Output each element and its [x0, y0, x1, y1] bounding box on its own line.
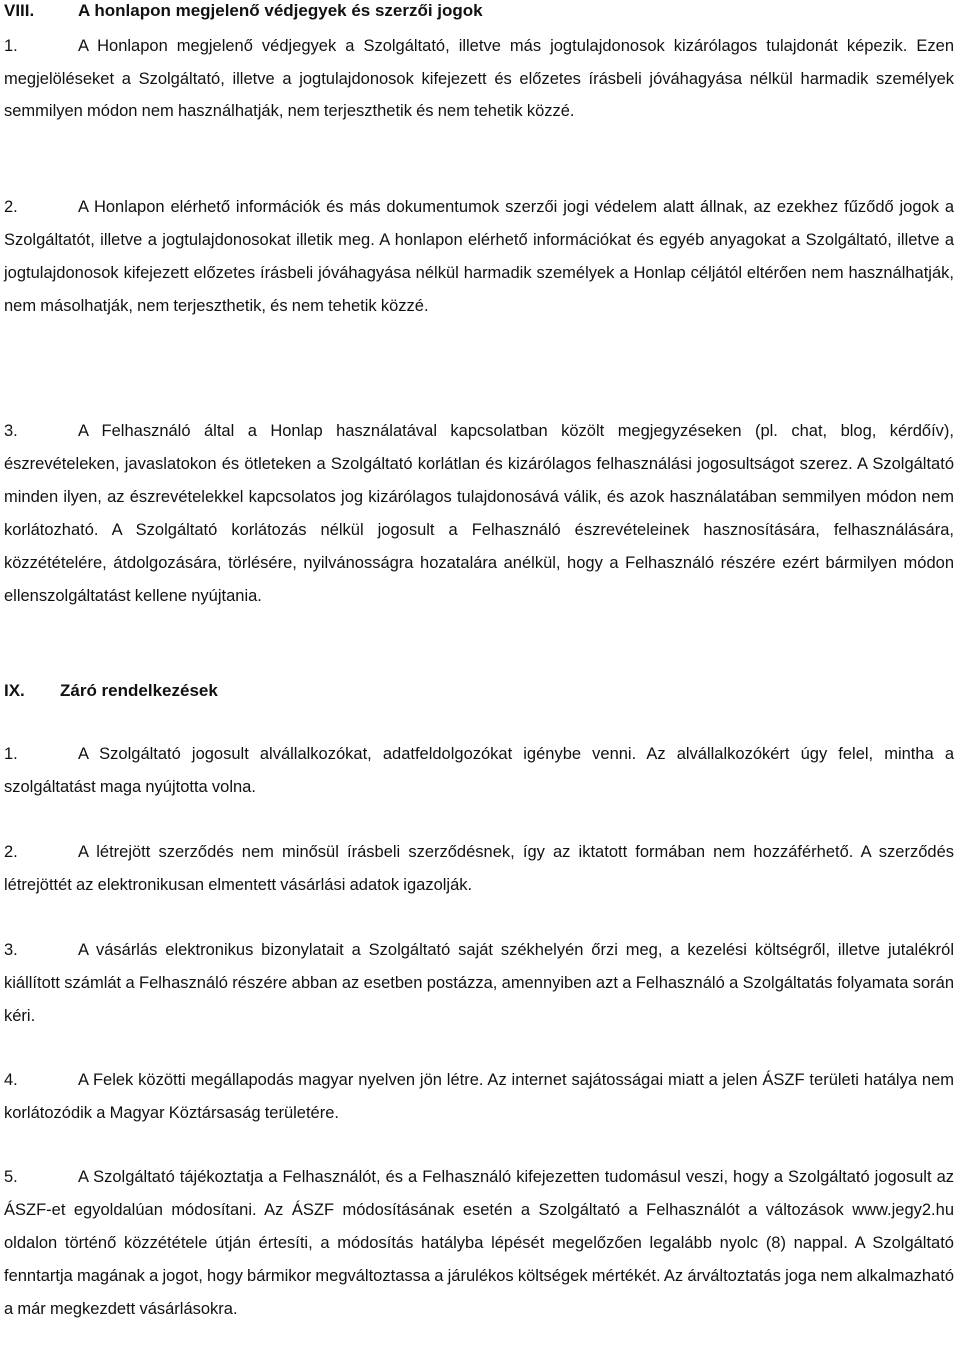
paragraph-ix-1 [4, 738, 954, 804]
paragraph-ix-3 [4, 934, 954, 1033]
paragraph-viii-3 [4, 415, 954, 613]
paragraph-text: A Szolgáltató tájékoztatja a Felhasználót, és a Felhasználó kifejezetten tudomásul veszi, hogy a Szolgáltató jogosult az ÁSZF-et egyoldalúan módosítani. Az ÁSZF módosításának esetén a Szolgáltató a Felhasználót a változások www.jegy2.hu oldalon történő közzététele útján értesíti, a módosítás hatályba lépését megelőzően legalább nyolc (8) nappal. A Szolgáltató fenntartja magának a jogot, hogy bármikor megváltoztassa a járulékos költségek mértékét. Az árváltoztatás joga nem alkalmazható a már megkezdett vásárlásokra. [4, 1168, 954, 1318]
paragraph-text: A vásárlás elektronikus bizonylatait a Szolgáltató saját székhelyén őrzi meg, a kezelési költségről, illetve jutalékról kiállított számlát a Felhasználó részére abban az esetben postázza, amennyiben azt a Felhasználó a Szolgáltatás folyamata során kéri. [4, 941, 954, 1025]
paragraph-ix-4 [4, 1064, 954, 1130]
section-number: VIII. [4, 1, 35, 20]
paragraph-number: 3. [4, 941, 18, 959]
paragraph-viii-1 [4, 30, 954, 128]
paragraph-number: 3. [4, 422, 18, 440]
paragraph-viii-2 [4, 191, 954, 323]
paragraph-text: A Felek közötti megállapodás magyar nyelven jön létre. Az internet sajátosságai miatt a jelen ÁSZF területi hatálya nem korlátozódik a Magyar Köztársaság területére. [4, 1071, 954, 1122]
paragraph-text: A létrejött szerződés nem minősül írásbeli szerződésnek, így az iktatott formában nem hozzáférhető. A szerződés létrejöttét az elektronikusan elmentett vásárlási adatok igazolják. [4, 843, 954, 894]
paragraph-text: A Felhasználó által a Honlap használatával kapcsolatban közölt megjegyzéseken (pl. chat, blog, kérdőív), észrevételeken, javaslatokon és ötleteken a Szolgáltató korlátlan és kizárólagos felhasználási jogosultságot szerez. A Szolgáltató minden ilyen, az észrevételekkel kapcsolatos jog kizárólagos tulajdonosává válik, és azok használatában semmilyen módon nem korlátozható. A Szolgáltató korlátozás nélkül jogosult a Felhasználó észrevételeinek hasznosítására, felhasználására, közzétételére, átdolgozására, törlésére, nyilvánosságra hozatalára anélkül, hogy a Felhasználó részére ezért bármilyen módon ellenszolgáltatást kellene nyújtania. [4, 422, 954, 605]
paragraph-text: A Honlapon megjelenő védjegyek a Szolgáltató, illetve más jogtulajdonosok kizárólagos tulajdonát képezik. Ezen megjelöléseket a Szolgáltató, illetve a jogtulajdonosok kifejezett és előzetes írásbeli jóváhagyása nélkül harmadik személyek semmilyen módon nem használhatják, nem terjeszthetik és nem tehetik közzé. [4, 37, 954, 121]
paragraph-text: A Honlapon elérhető információk és más dokumentumok szerzői jogi védelem alatt állnak, az ezekhez fűződő jogok a Szolgáltatót, illetve a jogtulajdonosokat illetik meg. A honlapon elérhető információkat és egyéb anyagokat a Szolgáltató, illetve a jogtulajdonosok kifejezett előzetes írásbeli jóváhagyása nélkül harmadik személyek a Honlap céljától eltérően nem használhatják, nem másolhatják, nem terjeszthetik, és nem tehetik közzé. [4, 198, 954, 315]
paragraph-number: 1. [4, 37, 18, 55]
section-heading-viii [4, 0, 483, 23]
paragraph-number: 1. [4, 745, 18, 763]
section-title: A honlapon megjelenő védjegyek és szerzői jogok [78, 1, 483, 20]
paragraph-text: A Szolgáltató jogosult alvállalkozókat, adatfeldolgozókat igénybe venni. Az alvállalkozókért úgy felel, mintha a szolgáltatást maga nyújtotta volna. [4, 745, 954, 796]
section-title: Záró rendelkezések [60, 681, 218, 700]
paragraph-number: 4. [4, 1071, 18, 1089]
paragraph-number: 2. [4, 198, 18, 216]
paragraph-number: 5. [4, 1168, 18, 1186]
paragraph-number: 2. [4, 843, 18, 861]
section-heading-ix [4, 679, 218, 703]
section-number: IX. [4, 681, 25, 700]
paragraph-ix-5 [4, 1161, 954, 1326]
paragraph-ix-2 [4, 836, 954, 902]
